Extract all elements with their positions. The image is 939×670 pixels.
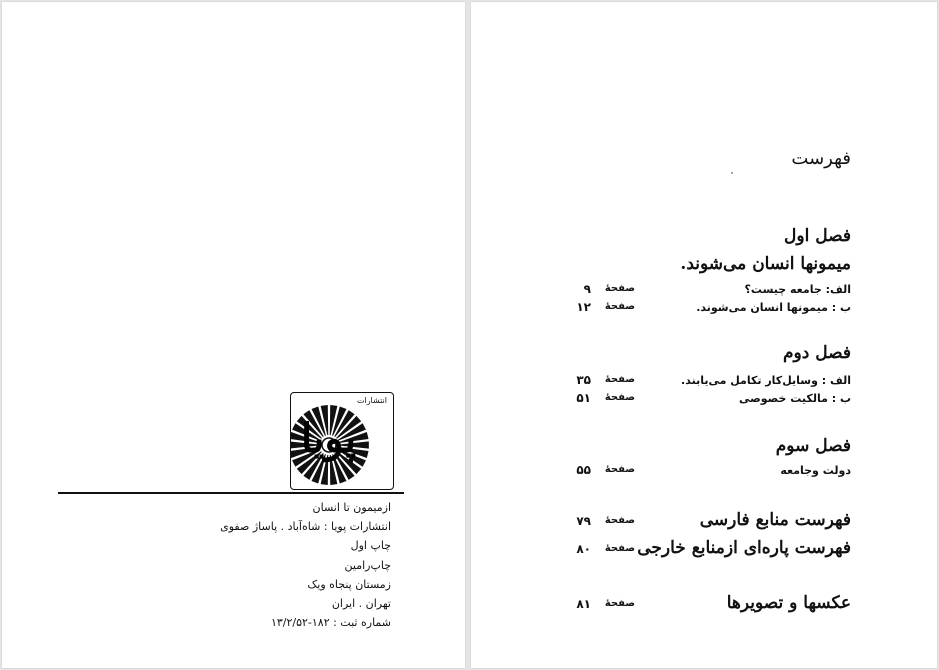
toc-entry — [551, 538, 851, 560]
toc-page-number: ۵۵ — [576, 463, 591, 477]
publisher-logo — [290, 392, 394, 490]
logo-label: انتشارات — [356, 396, 387, 405]
toc-page-word: صفحهٔ — [604, 464, 635, 475]
toc-page-number: ۳۵ — [576, 373, 591, 387]
toc-entry — [551, 392, 851, 408]
chapter-2-heading: فصل دوم — [783, 343, 851, 363]
chapter-3-heading: فصل سوم — [775, 436, 851, 456]
chapter-1-subtitle: میمونها انسان می‌شوند. — [680, 254, 851, 274]
toc-entry-label: فهرست پاره‌ای ازمنابع خارجی — [637, 538, 851, 558]
toc-title: فهرست — [791, 148, 851, 169]
colophon-line: انتشارات پویا : شاه‌آباد . پاساژ صفوی — [220, 520, 391, 534]
toc-entry — [551, 593, 851, 615]
toc-entry-label: دولت وجامعه — [780, 464, 851, 477]
toc-entry — [551, 464, 851, 480]
toc-entry-label: الف: جامعه چیست؟ — [744, 283, 851, 296]
toc-entry — [551, 283, 851, 299]
toc-page-word: صفحهٔ — [604, 374, 635, 385]
toc-page-number: ۷۹ — [576, 514, 591, 528]
toc-entry-label: فهرست منابع فارسی — [699, 510, 851, 530]
colophon-line: چاپ‌رامین — [344, 558, 391, 572]
colophon-line: چاپ اول — [350, 539, 391, 553]
divider-rule — [58, 492, 404, 494]
speck — [731, 172, 733, 174]
colophon-line: ازمیمون تا انسان — [312, 501, 391, 514]
colophon-line: شماره ثبت : ۱۸۲-۱۳/۲/۵۲ — [270, 616, 391, 630]
toc-page-number: ۸۱ — [576, 597, 591, 611]
toc-page-word: صفحهٔ — [604, 598, 635, 609]
toc-page-number: ۱۲ — [576, 300, 591, 314]
toc-entry-label: الف : وسایل‌کار تکامل می‌یابند. — [681, 374, 851, 387]
chapter-1-heading: فصل اول — [784, 226, 851, 246]
toc-page-word: صفحهٔ — [604, 283, 635, 294]
logo-name: پویا — [301, 415, 357, 462]
toc-entry-label: ب : مالکیت خصوصی — [739, 392, 851, 405]
toc-page-word: صفحهٔ — [604, 515, 635, 526]
left-page — [2, 2, 465, 668]
toc-entry-label: ب : میمونها انسان می‌شوند. — [696, 301, 851, 314]
toc-entry — [551, 510, 851, 532]
colophon-line: تهران . ایران — [331, 597, 391, 611]
toc-page-word: صفحهٔ — [604, 301, 635, 312]
toc-entry — [551, 301, 851, 317]
toc-page-number: ۸۰ — [576, 542, 591, 556]
toc-entry — [551, 374, 851, 390]
toc-page-word: صفحهٔ — [604, 392, 635, 403]
toc-page-word: صفحهٔ — [604, 543, 635, 554]
toc-entry-label: عکسها و تصویرها — [726, 593, 851, 613]
colophon-line: زمستان پنجاه ویک — [307, 577, 391, 591]
toc-page-number: ۵۱ — [576, 391, 591, 405]
colophon — [91, 498, 391, 632]
toc-page-number: ۹ — [583, 282, 591, 296]
right-page — [471, 2, 937, 668]
